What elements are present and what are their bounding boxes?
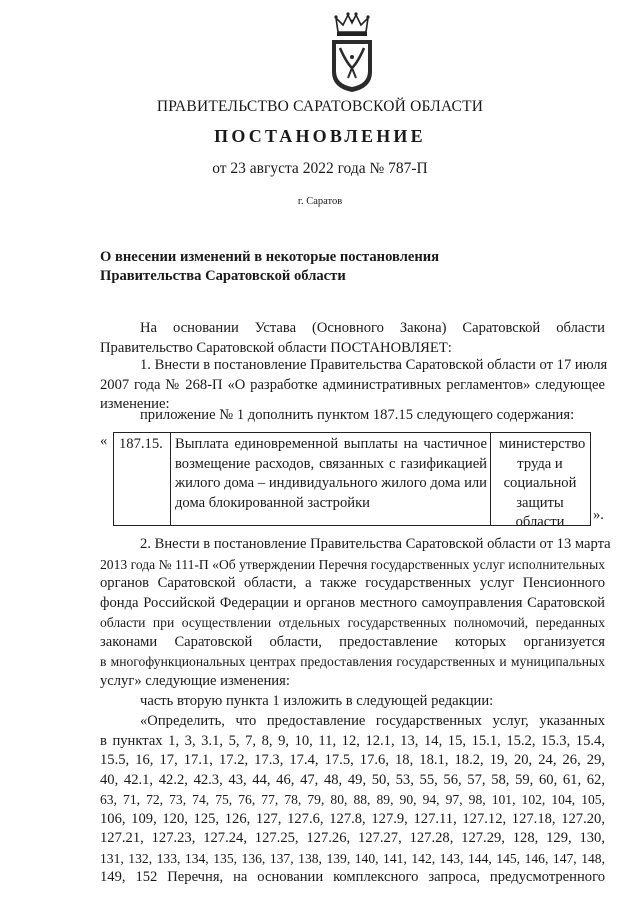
text-line: приложение № 1 дополнить пунктом 187.15 следующего содержания:: [140, 407, 575, 423]
text-line: 127.21, 127.23, 127.24, 127.25, 127.26, 127.27, 127.28, 127.29, 128, 129, 130,: [100, 830, 605, 846]
document-type: ПОСТАНОВЛЕНИЕ: [214, 126, 426, 146]
text-line: услуг» следующие изменения:: [100, 672, 290, 689]
text-line: 2. Внести в постановление Правительства Саратовской области от 13 марта: [140, 536, 611, 552]
text-line: 149, 152 Перечня, на основании комплексного запроса, предусмотренного: [100, 869, 605, 885]
service-text: Выплата единовременной выплаты на частичное возмещение расходов, связанных с газификацией жилого дома – индивидуального жилого дома или дома блокированной застройки: [175, 436, 487, 511]
table-cell-authority: [491, 433, 589, 530]
text-line: «Определить, что предоставление государственных услуг, указанных: [140, 713, 605, 729]
text-line: 1. Внести в постановление Правительства Саратовской области от 17 июля: [140, 357, 608, 373]
text-line: законами Саратовской области, предоставление которых организуется: [100, 633, 605, 650]
text-line: области при осуществлении отдельных государственных полномочий, переданных: [100, 615, 605, 630]
text-line: Правительство Саратовской области ПОСТАНОВЛЯЕТ:: [100, 339, 452, 356]
item2-subparagraph: [100, 692, 605, 712]
table-close-quote: ».: [593, 507, 604, 523]
text-line: 2013 года № 111-П «Об утверждении Перечня государственных услуг исполнительных: [100, 556, 605, 572]
table-open-quote: «: [100, 433, 108, 449]
preamble-paragraph: [100, 319, 605, 358]
text-line: 63, 71, 72, 73, 74, 75, 76, 77, 78, 79, 80, 88, 89, 90, 94, 97, 98, 101, 102, 104, 105,: [100, 792, 605, 807]
text-line: На основании Устава (Основного Закона) Саратовской области: [140, 320, 605, 336]
title-line: Правительства Саратовской области: [100, 268, 346, 284]
text-line: изменение:: [100, 396, 170, 412]
document-date-number: от 23 августа 2022 года № 787-П: [212, 160, 428, 177]
text-line: 40, 42.1, 42.2, 42.3, 43, 44, 46, 47, 48, 49, 50, 53, 55, 56, 57, 58, 59, 60, 61, 62,: [100, 771, 605, 788]
title-line: О внесении изменений в некоторые постановления: [100, 249, 440, 265]
text-line: фонда Российской Федерации и органов местного самоуправления Саратовской: [100, 594, 605, 611]
text-line: в пунктах 1, 3, 3.1, 5, 7, 8, 9, 10, 11, 12, 12.1, 13, 14, 15, 15.1, 15.2, 15.3, 15.4,: [100, 732, 605, 749]
coat-of-arms-emblem: [328, 10, 376, 94]
text-line: 15.5, 16, 17, 17.1, 17.2, 17.3, 17.4, 17.5, 17.6, 18, 18.1, 18.2, 19, 20, 24, 26, 29,: [100, 752, 605, 768]
amendment-table: [113, 432, 591, 530]
government-name: ПРАВИТЕЛЬСТВО САРАТОВСКОЙ ОБЛАСТИ: [156, 98, 484, 115]
text-line: 131, 132, 133, 134, 135, 136, 137, 138, 139, 140, 141, 142, 143, 144, 145, 146, 147, 148,: [100, 850, 605, 866]
table-cell-service: [171, 433, 491, 525]
text-line: 2007 года № 268-П «О разработке административных регламентов» следующее: [100, 376, 605, 393]
text-line: часть вторую пункта 1 изложить в следующей редакции:: [140, 693, 494, 709]
item1-subparagraph: [100, 406, 605, 426]
text-line: 106, 109, 120, 125, 126, 127, 127.6, 127.8, 127.9, 127.11, 127.12, 127.18, 127.20,: [100, 810, 605, 827]
text-line: в многофункциональных центрах предоставления государственных и муниципальных: [100, 654, 605, 669]
authority-text: министерство труда и социальной защиты области: [499, 436, 586, 530]
document-title: [100, 248, 500, 286]
document-city: г. Саратов: [297, 196, 343, 207]
item2-paragraph: [100, 535, 611, 691]
item-number: 187.15.: [119, 436, 163, 452]
table-cell-number: [114, 433, 171, 525]
quoted-text-paragraph: [100, 712, 605, 888]
text-line: органов Саратовской области, а также государственных услуг Пенсионного: [100, 575, 605, 591]
